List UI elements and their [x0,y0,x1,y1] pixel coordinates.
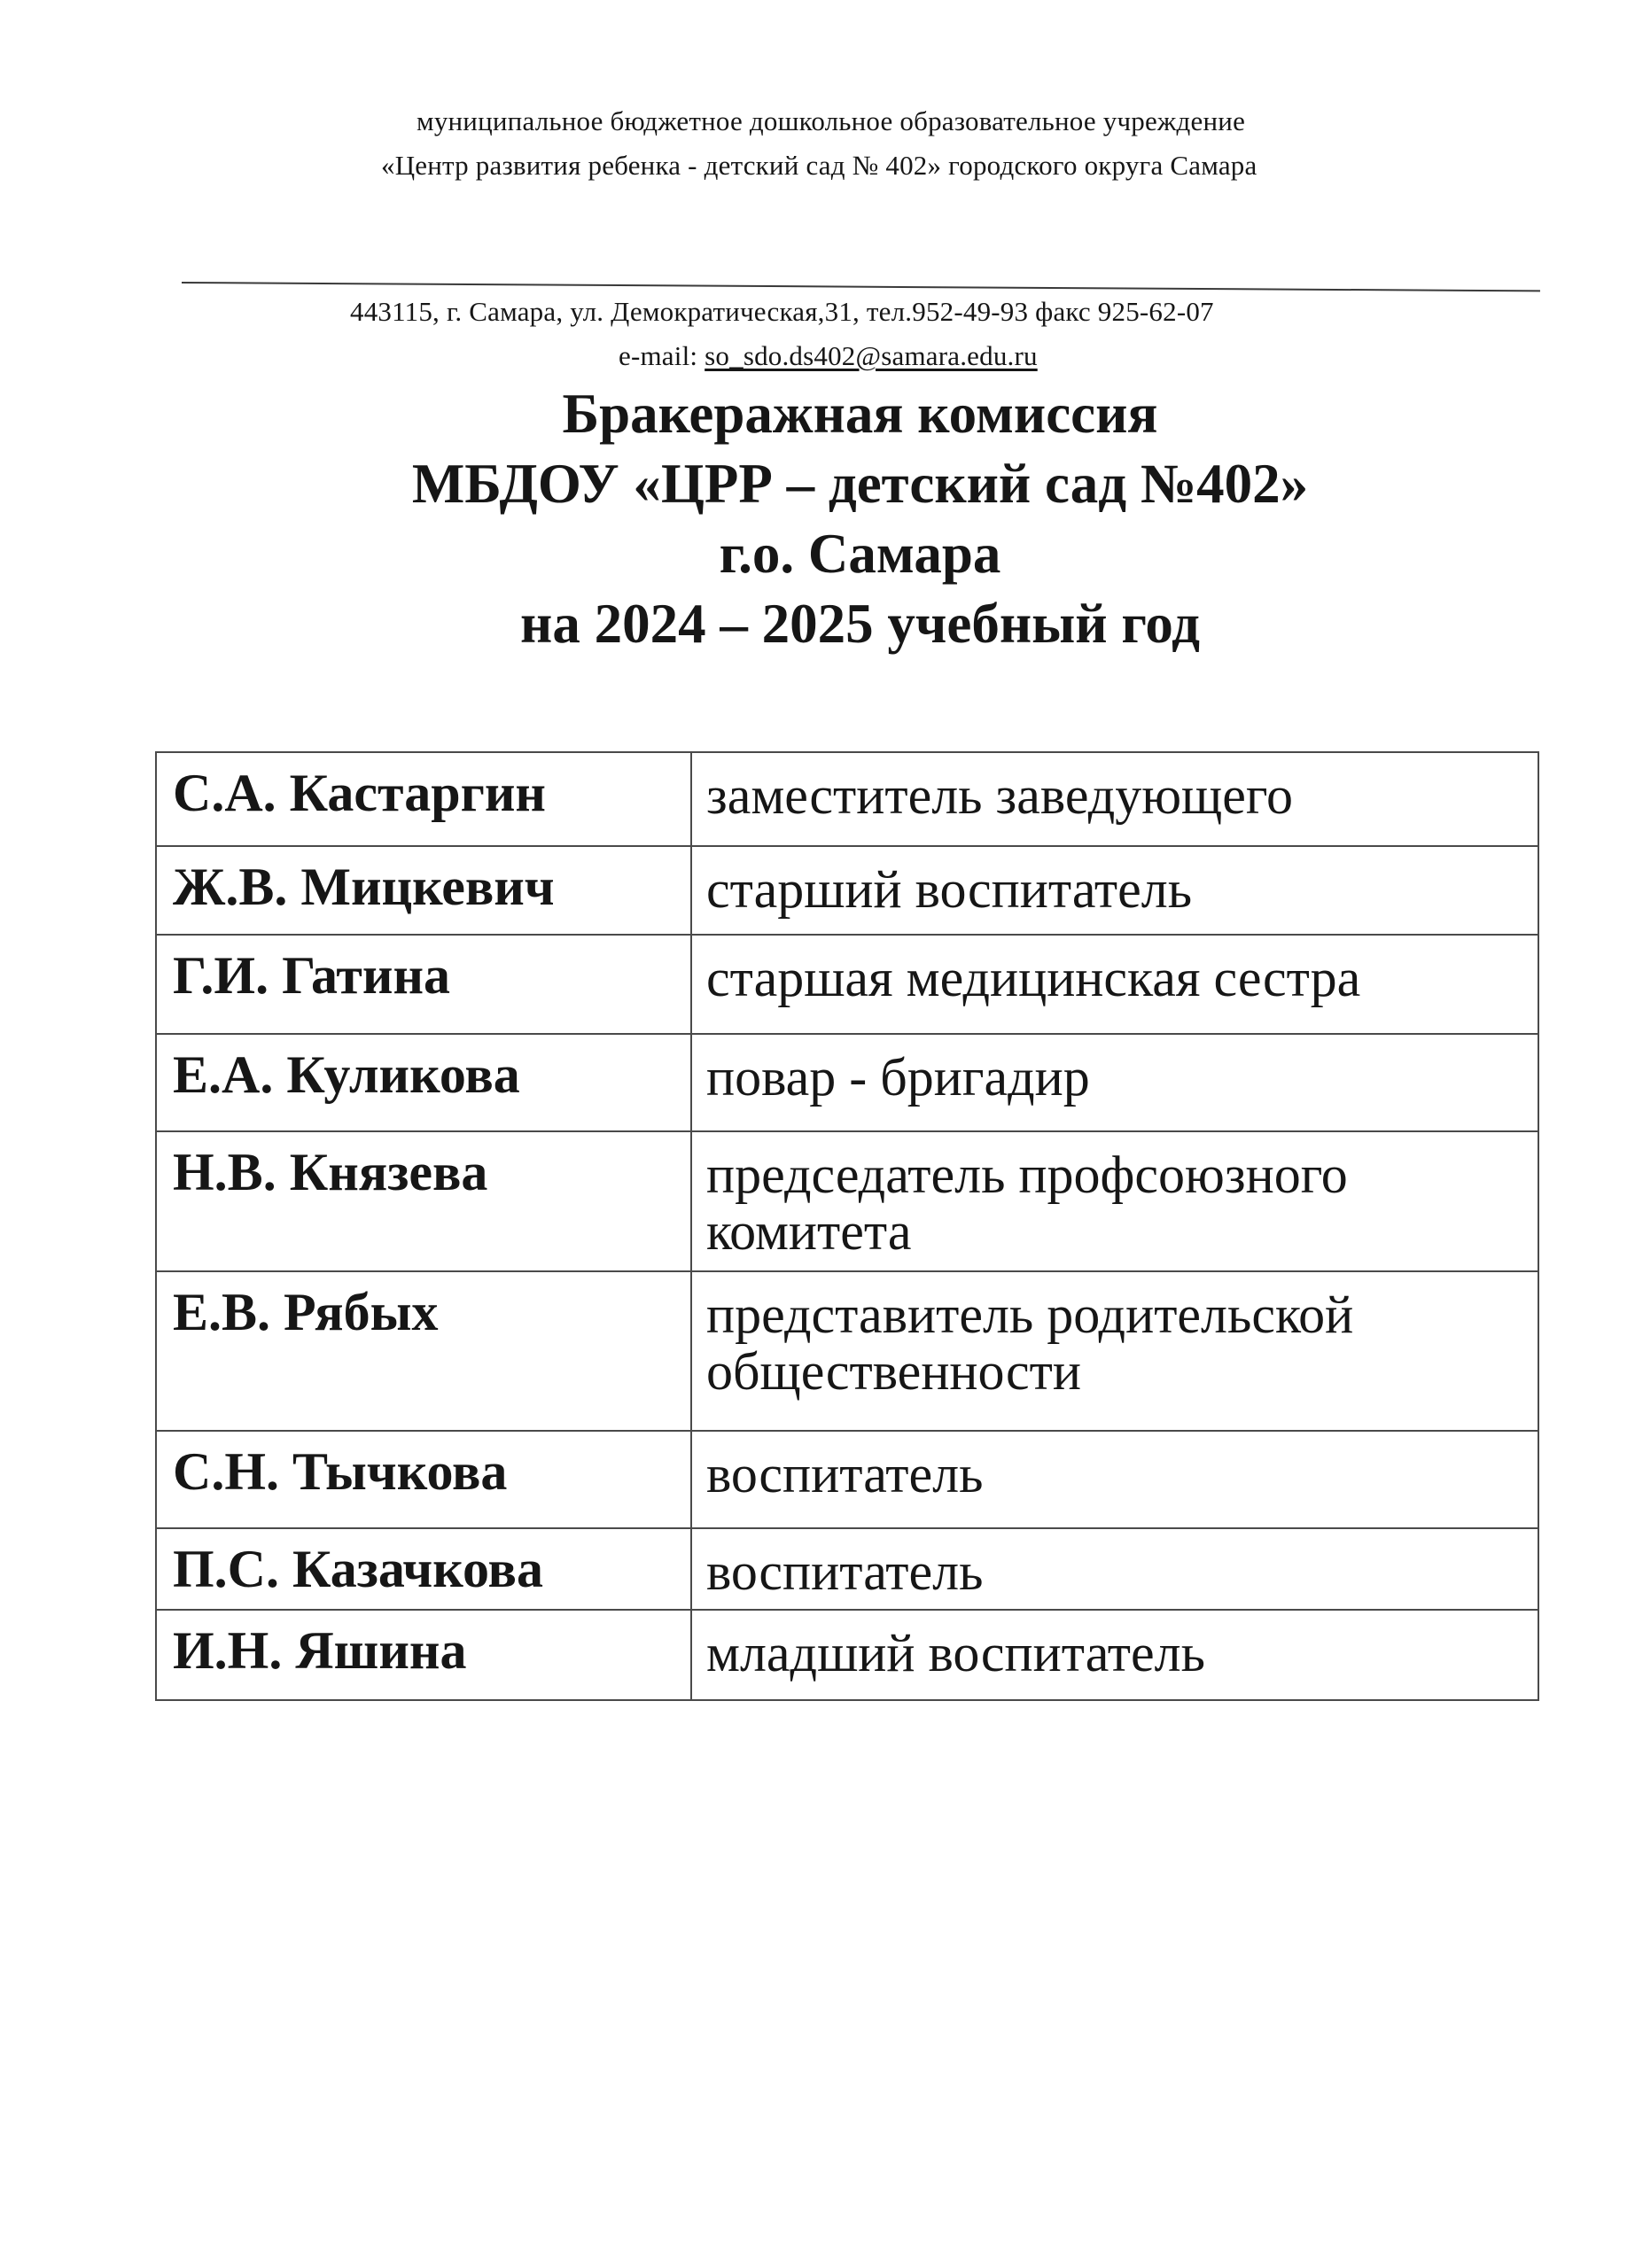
member-name: И.Н. Яшина [156,1610,691,1700]
member-role: воспитатель [691,1431,1538,1528]
organization-type: муниципальное бюджетное дошкольное образовательное учреждение [417,105,1246,136]
member-role: старшая медицинская сестра [691,935,1538,1034]
title-line-2: МБДОУ «ЦРР – детский сад №402» [411,453,1309,515]
table-row [156,1034,1538,1131]
table-row [156,935,1538,1034]
document-title [0,379,1635,659]
title-line-3: г.о. Самара [719,523,1001,585]
member-role: председатель профсоюзного комитета [691,1131,1538,1271]
title-line-1: Бракеражная комиссия [562,383,1158,445]
letterhead-divider [182,282,1540,291]
member-name: Е.В. Рябых [156,1271,691,1431]
table-row [156,1528,1538,1610]
table-row [156,1271,1538,1431]
member-role: представитель родительской общественности [691,1271,1538,1431]
commission-members-table [155,751,1539,1701]
table-row [156,1610,1538,1700]
member-role: повар - бригадир [691,1034,1538,1131]
organization-address: 443115, г. Самара, ул. Демократическая,31, тел.952-49-93 факс 925-62-07 [350,296,1214,327]
member-role: младший воспитатель [691,1610,1538,1700]
member-name: Н.В. Князева [156,1131,691,1271]
member-name: С.А. Кастаргин [156,752,691,846]
table-row [156,752,1538,846]
title-line-4: на 2024 – 2025 учебный год [520,593,1200,655]
member-role: воспитатель [691,1528,1538,1610]
member-name: Г.И. Гатина [156,935,691,1034]
email-link[interactable]: so_sdo.ds402@samara.edu.ru [705,340,1038,371]
table-row [156,846,1538,935]
organization-name: «Центр развития ребенка - детский сад № 402» городского округа Самара [381,150,1257,181]
organization-email [619,339,1038,373]
member-name: Е.А. Куликова [156,1034,691,1131]
member-name: Ж.В. Мицкевич [156,846,691,935]
table-row [156,1131,1538,1271]
member-name: С.Н. Тычкова [156,1431,691,1528]
member-role: заместитель заведующего [691,752,1538,846]
table-row [156,1431,1538,1528]
member-role: старший воспитатель [691,846,1538,935]
member-name: П.С. Казачкова [156,1528,691,1610]
email-label: e-mail: [619,340,705,371]
